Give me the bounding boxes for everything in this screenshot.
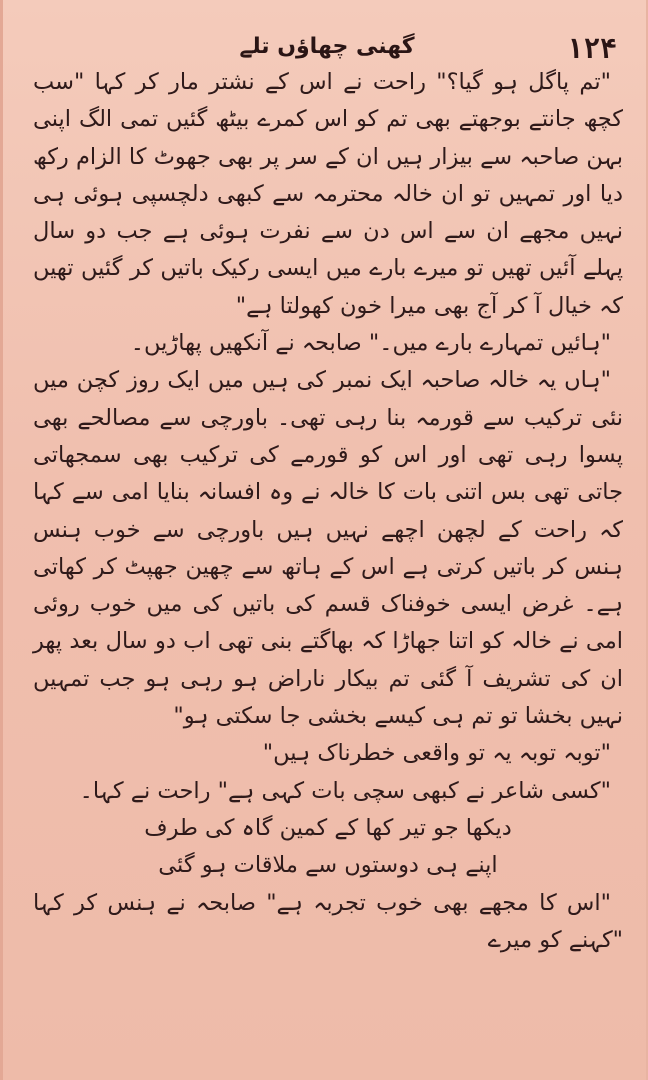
page-number: ۱۲۴ [566, 32, 617, 65]
poem-couplet [33, 810, 623, 885]
closing-paragraph: "اس کا مجھے بھی خوب تجربہ ہے" صابحہ نے ہنس کر کہا "کہنے کو میرے [33, 889, 623, 953]
paragraph-2: "ہائیں تمہارے بارے میں۔" صابحہ نے آنکھیں پھاڑیں۔ [130, 330, 611, 357]
paragraph-3: "ہاں یہ خالہ صاحبہ ایک نمبر کی ہیں میں ایک روز کچن میں نئی ترکیب سے قورمہ بنا رہی تھی۔ باورچی سے مصالحے بھی پسوا رہی تھی اور اس کو قورمے کی ترکیب بھی سمجھاتی جاتی تھی بس اتنی بات کا خالہ نے وہ افسانہ بنایا امی سے کہا کہ راحت کے لچھن اچھے نہیں ہیں باورچی سے خوب ہنس ہنس کر باتیں کرتی ہے اس کے ہاتھ سے چھین جھپٹ کر کھاتی ہے۔ غرض ایسی خوفناک قسم کی باتیں کی میں خوب روئی امی نے خالہ کو اتنا جھاڑا کہ بھاگتے بنی تھی اب دو سال بعد پھر ان کی تشریف آ گئی تم بیکار ناراض ہو رہی ہو جب تمہیں نہیں بخشا تو تم ہی کیسے بخشی جا سکتی ہو" [33, 367, 623, 730]
paragraph-5: "کسی شاعر نے کبھی سچی بات کہی ہے" راحت نے کہا۔ [79, 777, 611, 804]
poem-verse-2: اپنے ہی دوستوں سے ملاقات ہو گئی [158, 852, 498, 879]
poem-verse-1: دیکھا جو تیر کھا کے کمین گاہ کی طرف [144, 814, 512, 841]
body-text [33, 64, 623, 959]
paragraph-1: "تم پاگل ہو گیا؟" راحت نے اس کے نشتر مار کر کہا "سب کچھ جانتے بوجھتے بھی تم کو اس کمرے بیٹھ گئیں تمی الگ اپنی بہن صاحبہ سے بیزار ہیں ان کے سر پر بھی جھوٹ کا الزام رکھ دیا اور تمہیں تو ان خالہ محترمہ سے کبھی دلچسپی ہوئی ہی نہیں مجھے ان سے اس دن سے نفرت ہوئی ہے جب دو سال پہلے آئیں تھیں تو میرے بارے میں ایسی رکیک باتیں کر گئیں تھیں کہ خیال آ کر آج بھی میرا خون کھولتا ہے" [33, 69, 623, 319]
paragraph-4: "توبہ توبہ یہ تو واقعی خطرناک ہیں" [262, 740, 611, 767]
running-title: گھنی چھاؤں تلے [239, 34, 415, 59]
